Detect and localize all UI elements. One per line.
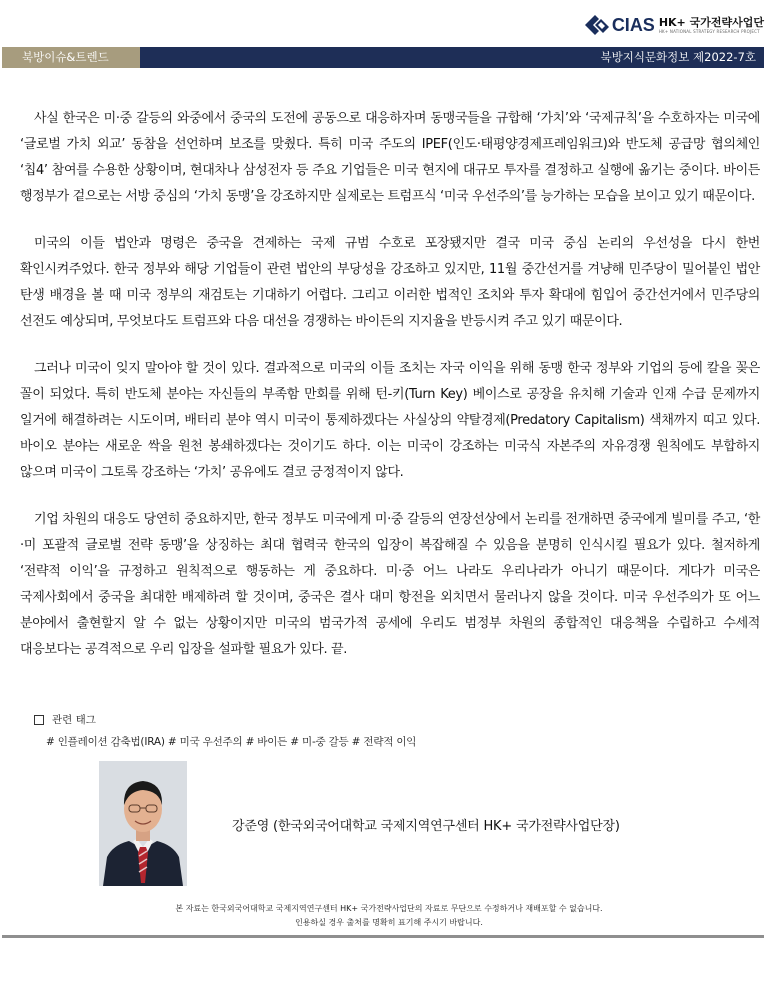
- logo-subtitle: HK+ NATIONAL STRATEGY RESEARCH PROJECT: [658, 28, 760, 34]
- section-label: 북방이슈&트렌드: [2, 47, 140, 68]
- logo: [585, 12, 764, 38]
- paragraph-4: 기업 차원의 대응도 당연히 중요하지만, 한국 정부도 미국에게 미·중 갈등의 연장선상에서 논리를 전개하면 중국에게 빌미를 주고, ‘한·미 포괄적 글로벌 전략 동맹’을 상징하는 최대 협력국 한국의 입장이 복잡해질 수 있음을 분명히 인식시킬 필요가 있다. 철저하게 ‘전략적 이익’을 규정하고 원칙적으로 행동하는 게 중요하다. 미·중 어느 나라도 우리나라가 아니기 때문이다. 게다가 미국은 국제사회에서 중국을 최대한 배제하려 할 것이며, 중국은 결사 대미 항전을 외치면서 물러나지 않을 것이다. 미국 우선주의가 또 어느 분야에서 출현할지 알 수 없는 상황이지만 미국의 범국가적 공세에 우리도 범정부 차원의 종합적인 대응책을 수립하고 수세적 대응보다는 공격적으로 우리 입장을 설파할 필요가 있다. 끝.: [20, 512, 760, 657]
- related-tags: [34, 712, 416, 749]
- tags-heading: 관련 태그: [52, 714, 96, 726]
- publication-number: 북방지식문화정보 제2022-7호: [600, 50, 756, 64]
- cias-emblem-icon: [585, 15, 609, 35]
- paragraph-2: 미국의 이들 법안과 명령은 중국을 견제하는 국제 규범 수호로 포장됐지만 결국 미국 중심 논리의 우선성을 다시 한번 확인시켜주었다. 한국 정부와 해당 기업들이 관련 법안의 부당성을 강조하고 있지만, 11월 중간선거를 겨냥해 민주당이 밀어붙인 법안 탄생 배경을 볼 때 미국 정부의 재검토는 기대하기 어렵다. 그리고 이러한 법적인 조치와 투자 확대에 힘입어 중간선거에서 민주당의 선전도 예상되며, 무엇보다도 트럼프와 다음 대선을 경쟁하는 바이든의 지지율을 반등시켜 주고 있기 때문이다.: [20, 236, 760, 329]
- author-name: 강준영 (한국외국어대학교 국제지역연구센터 HK+ 국가전략사업단장): [232, 819, 620, 834]
- author-photo: [99, 761, 187, 886]
- paragraph-3: 그러나 미국이 잊지 말아야 할 것이 있다. 결과적으로 미국의 이들 조치는 자국 이익을 위해 동맹 한국 정부와 기업의 등에 칼을 꽂은 꼴이 되었다. 특히 반도체 분야는 자신들의 부족함 만회를 위해 턴-키(Turn Key) 베이스로 공장을 유치해 기술과 인재 수급 문제까지 일거에 해결하려는 시도이며, 배터리 분야 역시 미국이 통제하겠다는 사실상의 약탈경제(Predatory Capitalism) 색채까지 띠고 있다. 바이오 분야는 새로운 싹을 원천 봉쇄하겠다는 것이기도 하다. 이는 미국이 강조하는 미국식 자본주의 자유경쟁 원칙에도 부합하지 않으며 미국이 그토록 강조하는 ‘가치’ 공유에도 결코 긍정적이지 않다.: [20, 361, 760, 480]
- footer-divider: [2, 935, 764, 938]
- logo-title: HK+ 국가전략사업단: [658, 15, 764, 29]
- checkbox-bullet-icon: [34, 715, 44, 725]
- paragraph-1: 사실 한국은 미·중 갈등의 와중에서 중국의 도전에 공동으로 대응하자며 동맹국들을 규합해 ‘가치’와 ‘국제규칙’을 수호하자는 미국에 ‘글로벌 가치 외교’ 동참을 선언하며 보조를 맞췄다. 특히 미국 주도의 IPEF(인도·태평양경제프레임워크)와 반도체 공급망 협의체인 ‘칩4’ 참여를 수용한 상황이며, 현대차나 삼성전자 등 주요 기업들은 미국 현지에 대규모 투자를 결정하고 실행에 옮기는 중이다. 바이든 행정부가 겉으로는 서방 중심의 ‘가치 동맹’을 강조하지만 실제로는 트럼프식 ‘미국 우선주의’를 능가하는 모습을 보이고 있기 때문이다.: [20, 111, 760, 204]
- citation-notice: 인용하실 경우 출처를 명확히 표기해 주시기 바랍니다.: [295, 918, 483, 927]
- article-body: [20, 106, 760, 684]
- logo-text: CIAS: [611, 14, 655, 35]
- header-bar: [2, 47, 764, 68]
- tags-list: # 인플레이션 감축법(IRA) # 미국 우선주의 # 바이든 # 미-중 갈등 # 전략적 이익: [46, 736, 417, 748]
- copyright-notice: 본 자료는 한국외국어대학교 국제지역연구센터 HK+ 국가전략사업단의 자료로 무단으로 수정하거나 재배포할 수 없습니다.: [175, 904, 603, 913]
